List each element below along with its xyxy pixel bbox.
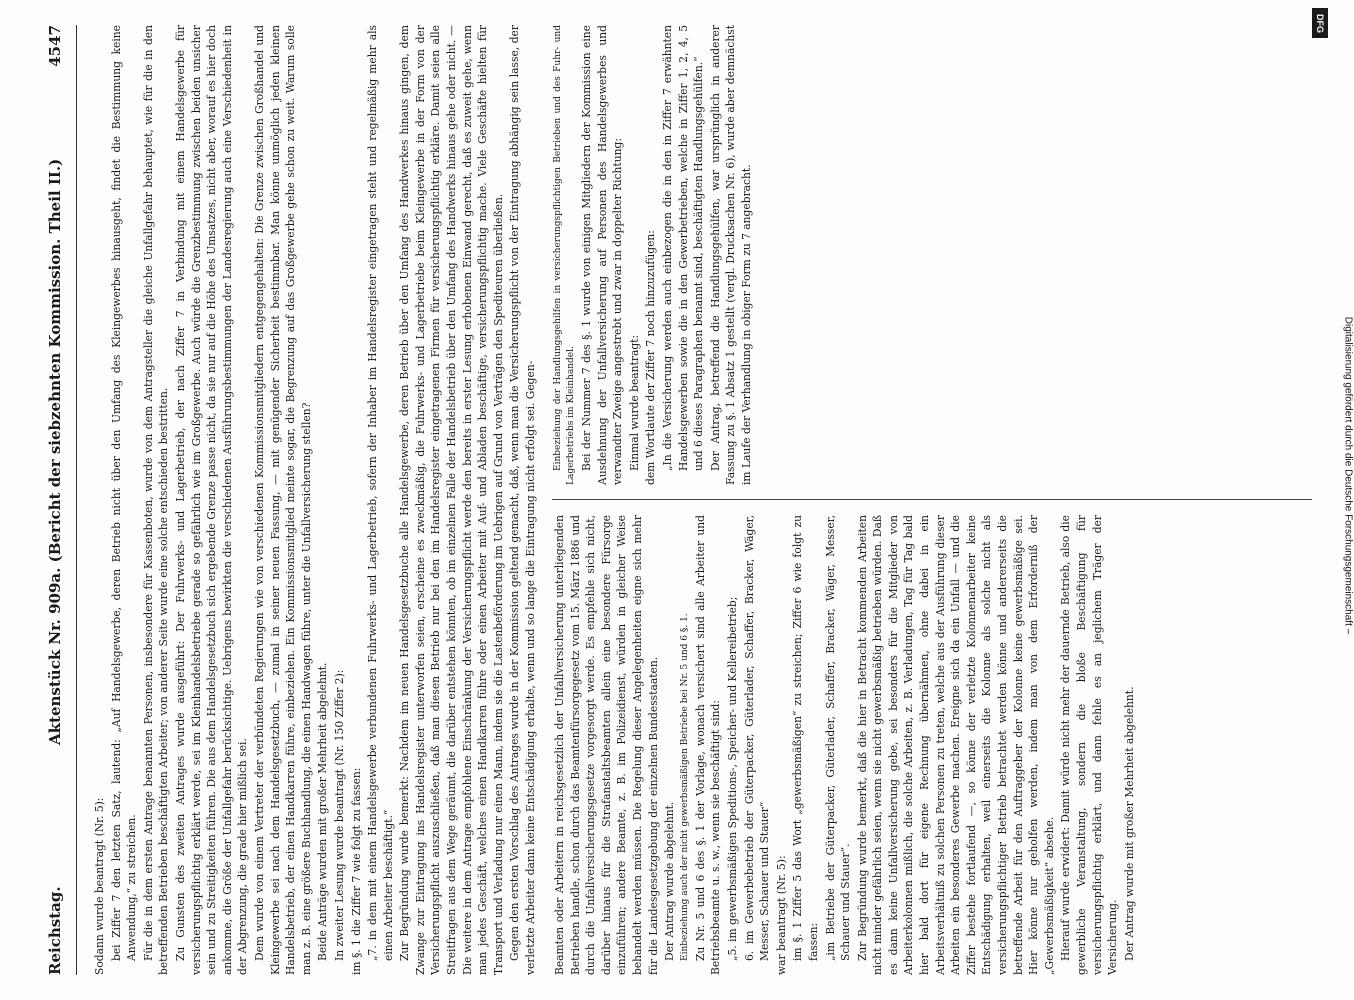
dfg-logo: DFG (1312, 8, 1328, 38)
paragraph: „In die Versicherung werden auch einbezogen die in den in Ziffer 7 erwähnten Handelsgewerben sowie die in den Gewerbetrieben, welche in Ziffer 1, 2, 4, 5 und 6 dieses Paragraphen benannt sind, beschäftigten Handlungsgehülfen.“ (660, 25, 706, 471)
rotated-page-content (40, 25, 1325, 975)
paragraph: Der Antrag wurde mit großer Mehrheit abgelehnt. (1122, 686, 1136, 961)
paragraph: Sodann wurde beantragt (Nr. 5): (93, 797, 106, 975)
paragraph: im §. 1 die Ziffer 7 wie folgt zu fassen: (349, 767, 363, 975)
paragraph: Einmal wurde beantragt: (627, 334, 641, 471)
paragraph: Zur Begründung wurde bemerkt: Nachdem im neuen Handelsgesetzbuche alle Handelsgewerbe, deren Betrieb über den Umfang des Handwerkes hinaus gingen, dem Zwange zur Eintragung ins Handelsregister unterworfen seien, erscheine es zweckmäßig, die Fuhrwerks- und Lagerbetriebe beim Kleingewerbe in der Form von der Versicherungspflicht auszuschließen, daß man diesen Betrieb nur bei den im Handelsregister eingetragenen Firmen für versicherungspflichtig erkläre. Damit seien alle Streitfragen aus dem Wege geräumt, die darüber entstehen könnten, ob im einzelnen Falle der Handelsbetrieb über den Umfang des Handwerks hinaus gehe oder nicht. — Die weitere in dem Antrage empfohlene Einschränkung der Versicherungspflicht werde den bereits in erster Lesung erhobenen Einwand gerecht, daß es zuweit gehe, wenn man jedes Geschäft, welches einen Handkarren führe oder einen Arbeiter mit Auf- und Abladen beschäftige, versicherungspflichtig mache. Viele Geschäfte hielten für Transport und Verladung nur einen Mann, indem sie die Lastenbeförderung im Uebrigen auf Grund von Verträgen den Spediteuren überließen. (398, 25, 505, 975)
paragraph: Gegen den ersten Vorschlag des Antrages wurde in der Kommission geltend gemacht, daß, wenn man die Versicherungspflicht von der Eintragung abhängig sein lasse, der verletzte Arbeiter dann keine Entschädigung erhalte, wenn und so lange die Eintragung nicht erfolgt sei. Gegen- (508, 25, 538, 975)
header-left: Reichstag. (46, 886, 64, 975)
paragraph: „5. im gewerbsmäßigen Speditions-, Speicher- und Kellereibetrieb; (725, 596, 739, 961)
paragraph: Der Antrag, betreffend die Handlungsgehülfen, war ursprünglich in anderer Fassung zu §. 1 Absatz 1 gestellt (vergl. Drucksachen Nr. 6), wurde aber demnächst im Laufe der Verhandlung in obiger Form zu 7 angebracht. (708, 25, 753, 485)
header-title: Aktenstück Nr. 909a. (Bericht der siebzehnten Kommission. Theil II.) (46, 158, 64, 745)
paragraph: Dem wurde von einem Vertreter der verbündeten Regierungen wie von verschiedenen Kommissionsmitgliedern entgegengehalten: Die Grenze zwischen Großhandel und Kleingewerbe sei nach dem Handelsgesetzbuch, — zumal in seiner neuen Fassung, — mit genügender Sicherheit bestimmbar. Man könne unmöglich jeden kleinen Handelsbetrieb, der einen Handkarren führe, einbeziehen. Ein Kommissionsmitglied meinte sogar, die Begrenzung auf das Großgewerbe gehe schon zu weit. Warum solle man z. B. eine größere Buchhandlung, die einen Handwagen führe, unter die Unfallversicherung stellen? (252, 25, 313, 975)
page-header (40, 25, 74, 975)
section-heading: Einbeziehung auch der nicht gewerbsmäßigen Betriebe bei Nr. 5 und 6 §. 1. (679, 613, 690, 961)
section-heading: Einbeziehung der Handlungsgehilfen in versicherungspflichtigen Betrieben und des Fuhr- und Lagerbetriebs im Kleinhandel. (553, 25, 576, 485)
paragraph: Zu Nr. 5 und 6 des §. 1 der Vorlage, wonach versichert sind alle Arbeiter und Betriebsbeamte u. s. w., wenn sie beschäftigt sind: (693, 515, 723, 975)
paragraph: dem Wortlaute der Ziffer 7 noch hinzuzufügen: (644, 230, 658, 485)
page-number: 4547 (46, 25, 64, 67)
paragraph: „im Betriebe der Güterpacker, Güterlader, Schaffer, Bracker, Wäger, Messer, Schauer und Stauer“. (823, 515, 853, 961)
paragraph: In zweiter Lesung wurde beantragt (Nr. 150 Ziffer 2): (332, 669, 346, 961)
paragraph: „7. in dem mit einem Handelsgewerbe verbundenen Fuhrwerks- und Lagerbetrieb, sofern der Inhaber im Handelsregister eingetragen steht und regelmäßig mehr als einen Arbeiter beschäftigt.“ (366, 25, 395, 961)
text-column-left (552, 515, 1312, 975)
dfg-credit-strip (1300, 0, 1353, 1000)
paragraph: 6. im Gewerbebetrieb der Güterpacker, Güterlader, Schaffer, Bracker, Wäger, Messer, Schauer und Stauer“ (742, 515, 772, 961)
paragraph: Hierauf wurde erwidert: Damit würde nicht mehr der dauernde Betrieb, also die gewerbliche Veranstaltung, sondern die bloße Beschäftigung für versicherungspflichtig erklärt, und dann fehle es an jeglichem Träger der Versicherung. (1059, 515, 1120, 975)
paragraph: Bei der Nummer 7 des §. 1 wurde von einigen Mitgliedern der Kommission eine Ausdehnung der Unfallversicherung auf Personen des Handelsgewerbes und verwandter Zweige angestrebt und zwar in doppelter Richtung: (580, 25, 625, 485)
paragraph: bei Ziffer 7 den letzten Satz, lautend: „Auf Handelsgewerbe, deren Betrieb nicht über den Umfang des Kleingewerbes hinausgeht, findet die Bestimmung keine Anwendung,“ zu streichen. (109, 25, 139, 961)
paragraph: im §. 1 Ziffer 5 das Wort „gewerbsmäßigen“ zu streichen; Ziffer 6 wie folgt zu fassen: (791, 515, 820, 961)
column-divider (552, 499, 1312, 500)
header-rule (76, 25, 77, 975)
paragraph: Zu Gunsten des zweiten Antrages wurde ausgeführt: Der Fuhrwerks- und Lagerbetrieb, der nach Ziffer 7 in Verbindung mit einem Handelsgewerbe für versicherungspflichtig erklärt werde, sei im Kleinhandelsbetriebe gerade so gefährlich wie im Großgewerbe. Auch würde die Grenzbestimmung zwischen beiden unsicher sein und zu Streitigkeiten führen. Die aus dem Handelsgesetzbuch sich ergebende Grenze passe nicht, da sie nur auf die Höhe des Umsatzes, nicht aber, worauf es hier doch ankomme, die Größe der Unfallgefahr berücksichtige. Uebrigens bewirkten die verschiedenen Ausführungsbestimmungen der Landesregierung auch eine Verschiedenheit in der Abgrenzung, die grade hier mißlich sei. (173, 25, 250, 975)
paragraph: Beide Anträge wurden mit großer Mehrheit abgelehnt. (316, 662, 330, 961)
paragraph: Der Antrag wurde abgelehnt. (663, 801, 677, 961)
paragraph: Beamten oder Arbeitern in reichsgesetzlich der Unfallversicherung unterliegenden Betrieben handle, schon durch das Beamtenfürsorgegesetz vom 15. März 1886 und durch die Unfallversicherungsgesetze vorgesorgt werde. Es empfehle sich nicht, darüber hinaus für die Strafanstaltsbeamten allein eine besondere Fürsorge einzuführen; andere Beamte, z. B. im Polizeidienst, würden in gleicher Weise behandelt werden müssen. Die Regelung dieser Angelegenheiten eigne sich mehr für die Landesgesetzgebung der einzelnen Bundesstaaten. (553, 515, 660, 975)
paragraph: Für die in dem ersten Antrage benannten Personen, insbesondere für Kassenboten, wurde von dem Antragsteller die gleiche Unfallgefahr behauptet, wie für die in den betreffenden Betrieben beschäftigten Arbeiter; von anderer Seite wurde eine solche entschieden bestritten. (141, 25, 171, 975)
text-column-right (552, 25, 1312, 485)
dfg-credit-text: Digitalisierung gefördert durch die Deutsche Forschungsgemeinschaft – (1342, 316, 1354, 635)
text-column-top (92, 25, 538, 975)
paragraph: war beantragt (Nr. 5): (774, 855, 788, 975)
paragraph: Zur Begründung wurde bemerkt, daß die hier in Betracht kommenden Arbeiten nicht minder gefährlich seien, wenn sie nicht gewerbsmäßig betrieben würden. Daß es dann keine Unfallversicherung gebe, sei besonders für die Mitglieder von Arbeiterkolonnen mißlich, die solche Arbeiten, z. B. Verladungen, Tag für Tag bald hier bald dort für eigene Rechnung übernähmen, ohne dabei in ein Arbeitsverhältniß zu solchen Personen zu treten, welche aus der Ausführung dieser Arbeiten ein besonderes Gewerbe machen. Ereigne sich da ein Unfall — und die Ziffer bestehe fortlaufend —, so könne der verletzte Kolonnenarbeiter keine Entschädigung erhalten, weil einerseits die Kolonne als solche nicht als versicherungspflichtiger Betrieb betrachtet werden könne und andererseits die betreffende Arbeit für den Auftraggeber der Kolonne keine gewerbsmäßige sei. Hier könne nur geholfen werden, indem man von dem Erforderniß der „Gewerbsmäßigkeit“ absehe. (855, 515, 1056, 975)
